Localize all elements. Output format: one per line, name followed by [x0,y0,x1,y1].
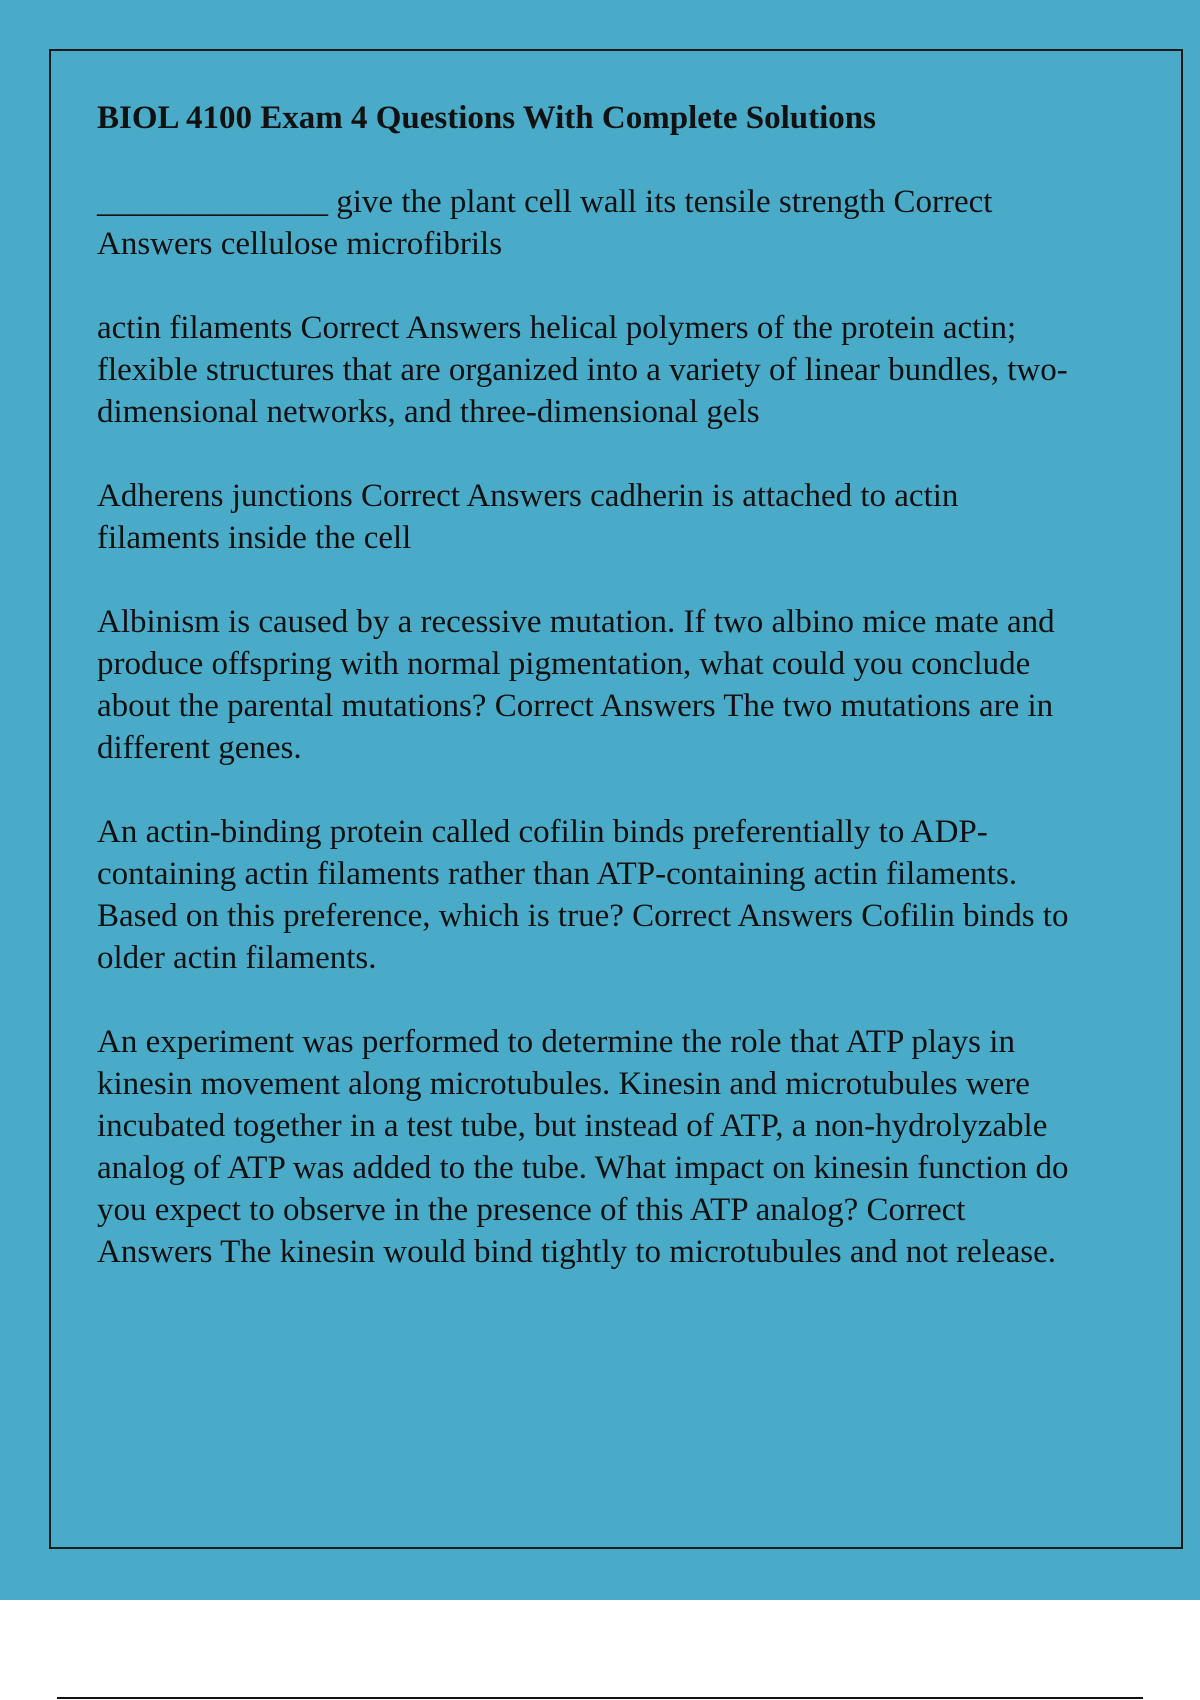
question-text: An experiment was performed to determine the role that ATP plays in kinesin movement along microtubules. Kinesin and microtubules were incubated together in a test tube, but instead of ATP, a non-hydrolyzable analog of ATP was added to the tube. What impact on kinesin function do you expect to observe in the presence of this ATP analog? [97,1024,1077,1228]
document-body [97,97,1087,1315]
qa-item [97,475,1087,559]
answer-marker: Correct Answers [360,478,582,514]
qa-item [97,307,1087,433]
question-text: actin filaments [97,310,293,346]
answer-marker: Correct Answers [494,688,716,724]
qa-item [97,181,1087,265]
answer-text: The two mutations are in different genes. [97,688,1062,766]
qa-item [97,1021,1087,1273]
answer-text: helical polymers of the protein actin; flexible structures that are organized into a variety of linear bundles, two-dimensional networks, and three-dimensional gels [97,310,1068,430]
answer-text: Cofilin binds to older actin filaments. [97,898,1077,976]
document-title: BIOL 4100 Exam 4 Questions With Complete Solutions [97,100,876,136]
qa-item [97,601,1087,769]
question-text: Albinism is caused by a recessive mutation. If two albino mice mate and produce offspring with normal pigmentation, what could you conclude about the parental mutations? [97,604,1063,724]
answer-text: The kinesin would bind tightly to microtubules and not release. [220,1234,1056,1270]
answer-text: cadherin is attached to actin filaments inside the cell [97,478,967,556]
answer-marker: Correct Answers [300,310,522,346]
answer-text: cellulose microfibrils [220,226,503,262]
qa-item [97,811,1087,979]
answer-marker: Correct Answers [97,1192,972,1270]
question-text: An actin-binding protein called cofilin binds preferentially to ADP-containing actin filaments rather than ATP-containing actin filaments. Based on this preference, which is true? [97,814,1026,934]
answer-marker: Correct Answers [97,184,999,262]
question-text: ______________ give the plant cell wall its tensile strength [97,184,886,220]
answer-marker: Correct Answers [632,898,854,934]
question-text: Adherens junctions [97,478,353,514]
footer-rule [57,1697,1143,1699]
